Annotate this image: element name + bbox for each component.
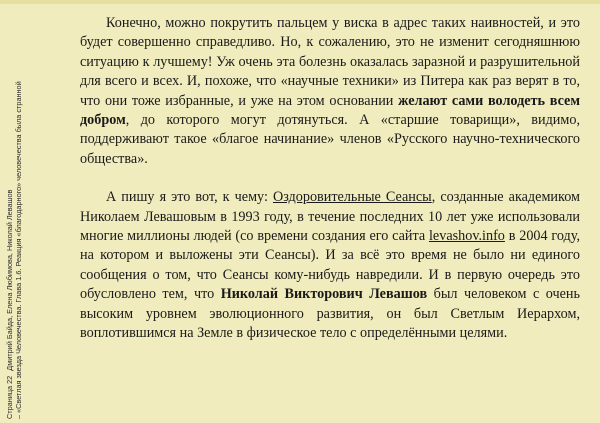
paragraph-2-text-a: А пишу я это вот, к чему: (106, 189, 273, 206)
page-number: Страница 22 (5, 375, 14, 419)
sidebar-line-2 (15, 0, 24, 419)
page-sidebar (2, 0, 44, 423)
document-body (80, 14, 580, 344)
paragraph-2-text-d: был человеком с очень высоким уровнем эволюционного развития, он был Светлым Иерархом, воплотившимся на Земле в физическое тело с определёнными целями. (80, 286, 580, 342)
paragraph-2-text-c: в 2004 году, на котором и выложены эти Сеансы). И за всё это время не было ни единого сообщения о том, что Сеансы кому-нибудь навредили. И в первую очередь это обусловлено тем, что (80, 228, 580, 303)
paragraph-2-text-b: , созданные академиком Николаем Левашовым в 1993 году, в течение последних 10 лет уже использовали многие миллионы людей (со времени создания его сайта (80, 189, 580, 245)
book-chapter: – «Светлая звезда Человечества. Глава 1.6. Реакция «благодарного» человечества была странной (13, 81, 23, 419)
health-sessions-link[interactable]: Оздоровительные Сеансы (272, 189, 432, 206)
paragraph-1-text-a: Конечно, можно покрутить пальцем у виска в адрес таких наивностей, и это будет совершенно справедливо. Но, к сожалению, это не изменит сегодняшнюю ситуацию к лучшему! Уж очень эта болезнь оказалась заразной и разрушительной для всего и всех. И, похоже, что «научные техники» из Питера как раз верят в то, что они тоже избранные, и уже на этом основании (80, 15, 580, 109)
paragraph-1 (80, 14, 580, 169)
paragraph-2-bold-name: Николай Викторович Левашов (220, 286, 428, 303)
paragraph-1-text-b: , до которого могут дотянуться. А «старшие товарищи», видимо, поддерживают такое «благое начинание» членов «Русского научно-технического общества». (80, 112, 580, 167)
sidebar-vertical-text (2, 0, 44, 423)
authors: Дмитрий Байда, Елена Любимова, Николай Левашов (5, 189, 14, 371)
paragraph-2 (80, 188, 580, 343)
page-edge (0, 0, 600, 4)
paragraph-1-bold: желают сами володеть всем добром (80, 92, 580, 129)
levashov-site-link[interactable]: levashov.info (428, 228, 505, 245)
